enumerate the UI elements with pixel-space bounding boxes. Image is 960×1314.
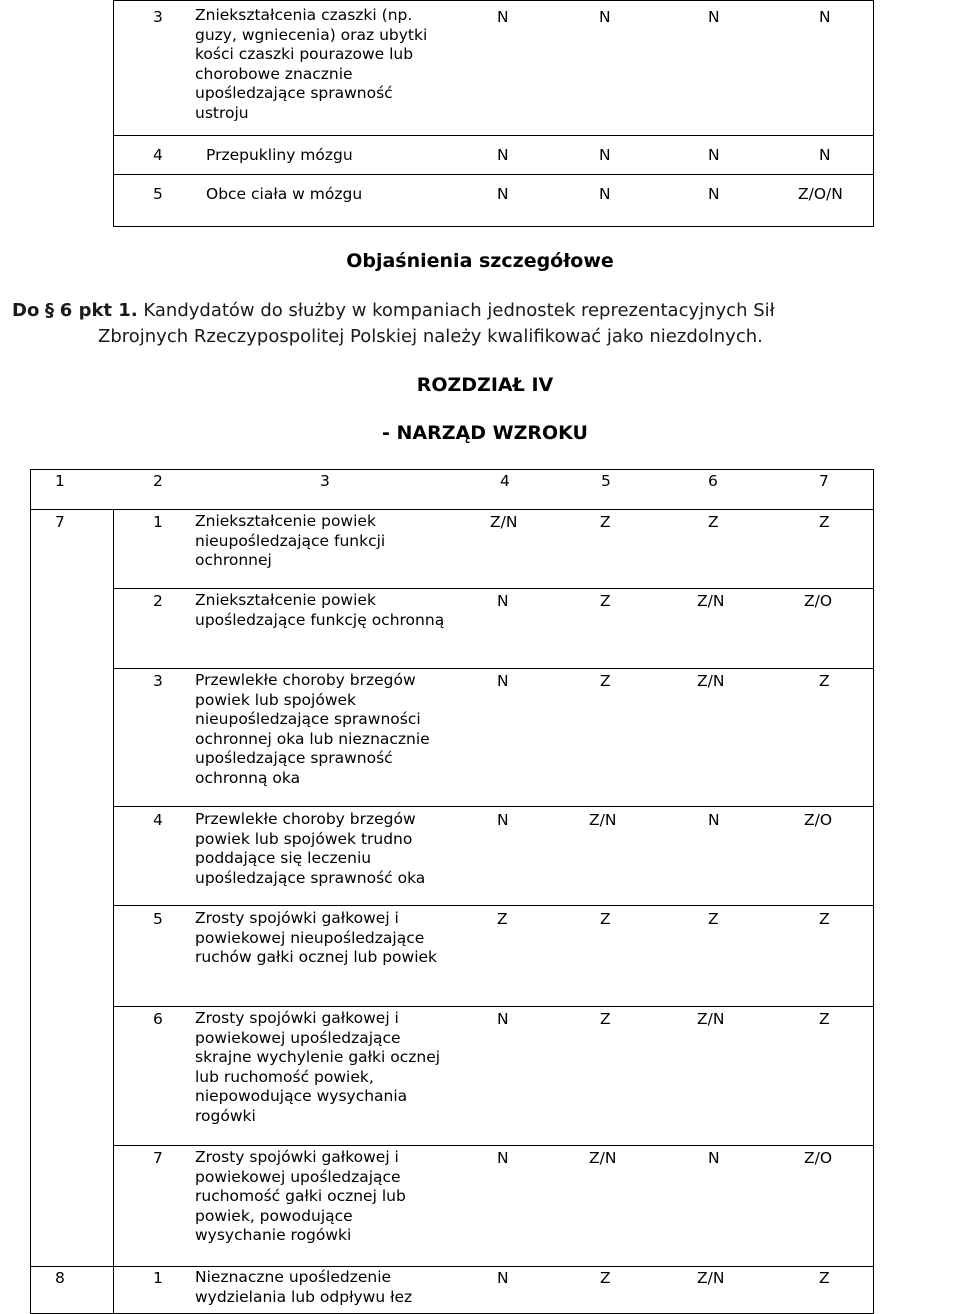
row-lp: 1 — [153, 1269, 163, 1287]
cell-c3: Z — [708, 910, 719, 928]
cell-c3: N — [708, 811, 720, 829]
note-reference: 6 pkt 1. — [59, 300, 138, 321]
row-lp: 6 — [153, 1010, 163, 1028]
cell-c4: Z/O — [804, 811, 833, 829]
section-title: Objaśnienia szczegółowe — [346, 250, 614, 272]
row-description: Zniekształcenie powiek upośledzające funkcję ochronną — [195, 591, 445, 629]
column-divider — [113, 509, 114, 1314]
cell-c2: N — [599, 185, 611, 203]
cell-c2: N — [599, 146, 611, 164]
group-number: 7 — [55, 513, 65, 531]
note-prefix: Do — [12, 300, 40, 321]
row-lp: 3 — [153, 672, 163, 690]
cell-c4: N — [819, 146, 831, 164]
cell-c1: N — [497, 185, 509, 203]
row-lp: 5 — [153, 910, 163, 928]
row-description: Zrosty spojówki gałkowej i powiekowej upośledzające ruchomość gałki ocznej lub powiek, powodujące wysychanie rogówki — [195, 1148, 406, 1245]
cell-c3: N — [708, 146, 720, 164]
cell-c2: Z — [600, 513, 611, 531]
cell-c2: Z/N — [589, 1149, 617, 1167]
row-description: Zrosty spojówki gałkowej i powiekowej upośledzające skrajne wychylenie gałki ocznej lub ruchomość powiek, niepowodujące wysychania rogówki — [195, 1009, 441, 1125]
cell-c4: Z — [819, 1010, 830, 1028]
chapter-title: ROZDZIAŁ IV — [416, 374, 554, 396]
cell-c3: Z/N — [697, 592, 725, 610]
note-text-1: Kandydatów do służby w kompaniach jednostek reprezentacyjnych Sił — [143, 300, 775, 321]
row-description: Przepukliny mózgu — [206, 146, 353, 164]
row-description: Przewlekłe choroby brzegów powiek lub spojówek nieupośledzające sprawności ochronnej oka lub nieznacznie upośledzające sprawność ochronną oka — [195, 671, 430, 787]
row-lp: 7 — [153, 1149, 163, 1167]
header-col-6: 6 — [708, 472, 718, 490]
row-description: Obce ciała w mózgu — [206, 185, 363, 203]
cell-c1: N — [497, 811, 509, 829]
cell-c4: N — [819, 8, 831, 26]
cell-c2: Z/N — [589, 811, 617, 829]
cell-c1: N — [497, 672, 509, 690]
header-col-5: 5 — [601, 472, 611, 490]
header-col-2: 2 — [153, 472, 163, 490]
cell-c3: Z/N — [697, 1010, 725, 1028]
cell-c3: Z/N — [697, 1269, 725, 1287]
row-description: Nieznaczne upośledzenie wydzielania lub odpływu łez — [195, 1268, 413, 1306]
cell-c4: Z — [819, 1269, 830, 1287]
cell-c3: Z/N — [697, 672, 725, 690]
cell-c4: Z/O/N — [798, 185, 843, 203]
note-line-1 — [12, 298, 775, 324]
cell-c4: Z — [819, 672, 830, 690]
header-col-7: 7 — [819, 472, 829, 490]
row-divider — [113, 668, 874, 669]
row-description: Zniekształcenia czaszki (np. guzy, wgniecenia) oraz ubytki kości czaszki pourazowe lub chorobowe znacznie upośledzające sprawność ustroju — [195, 6, 428, 122]
row-lp: 5 — [153, 185, 163, 203]
row-divider — [113, 1145, 874, 1146]
row-divider — [113, 806, 874, 807]
cell-c4: Z/O — [804, 1149, 833, 1167]
row-lp: 4 — [153, 146, 163, 164]
row-description: Zrosty spojówki gałkowej i powiekowej nieupośledzające ruchów gałki ocznej lub powiek — [195, 909, 438, 967]
cell-c2: Z — [600, 910, 611, 928]
top-table-row-divider — [113, 135, 874, 136]
row-lp: 3 — [153, 8, 163, 26]
cell-c1: N — [497, 146, 509, 164]
cell-c4: Z — [819, 910, 830, 928]
note-line-2: Zbrojnych Rzeczypospolitej Polskiej należy kwalifikować jako niezdolnych. — [98, 326, 763, 347]
cell-c2: Z — [600, 592, 611, 610]
chapter-subtitle: - NARZĄD WZROKU — [382, 422, 588, 444]
cell-c1: N — [497, 1149, 509, 1167]
cell-c2: Z — [600, 672, 611, 690]
group-divider — [30, 1266, 874, 1267]
table-header-divider — [30, 509, 874, 510]
row-divider — [113, 1006, 874, 1007]
section-sign: § — [45, 300, 55, 321]
row-lp: 2 — [153, 592, 163, 610]
cell-c2: Z — [600, 1269, 611, 1287]
cell-c1: Z — [497, 910, 508, 928]
cell-c3: Z — [708, 513, 719, 531]
row-lp: 1 — [153, 513, 163, 531]
row-divider — [113, 905, 874, 906]
row-lp: 4 — [153, 811, 163, 829]
cell-c4: Z/O — [804, 592, 833, 610]
cell-c3: N — [708, 8, 720, 26]
top-table-row-divider — [113, 174, 874, 175]
header-col-1: 1 — [55, 472, 65, 490]
row-divider — [113, 588, 874, 589]
cell-c1: N — [497, 1010, 509, 1028]
cell-c1: N — [497, 592, 509, 610]
cell-c1: N — [497, 1269, 509, 1287]
header-col-4: 4 — [500, 472, 510, 490]
cell-c2: Z — [600, 1010, 611, 1028]
row-description: Przewlekłe choroby brzegów powiek lub spojówek trudno poddające się leczeniu upośledzające sprawność oka — [195, 810, 426, 887]
header-col-3: 3 — [320, 472, 330, 490]
cell-c3: N — [708, 1149, 720, 1167]
cell-c4: Z — [819, 513, 830, 531]
group-number: 8 — [55, 1269, 65, 1287]
cell-c2: N — [599, 8, 611, 26]
cell-c1: Z/N — [490, 513, 518, 531]
cell-c3: N — [708, 185, 720, 203]
row-description: Zniekształcenie powiek nieupośledzające funkcji ochronnej — [195, 512, 386, 570]
cell-c1: N — [497, 8, 509, 26]
